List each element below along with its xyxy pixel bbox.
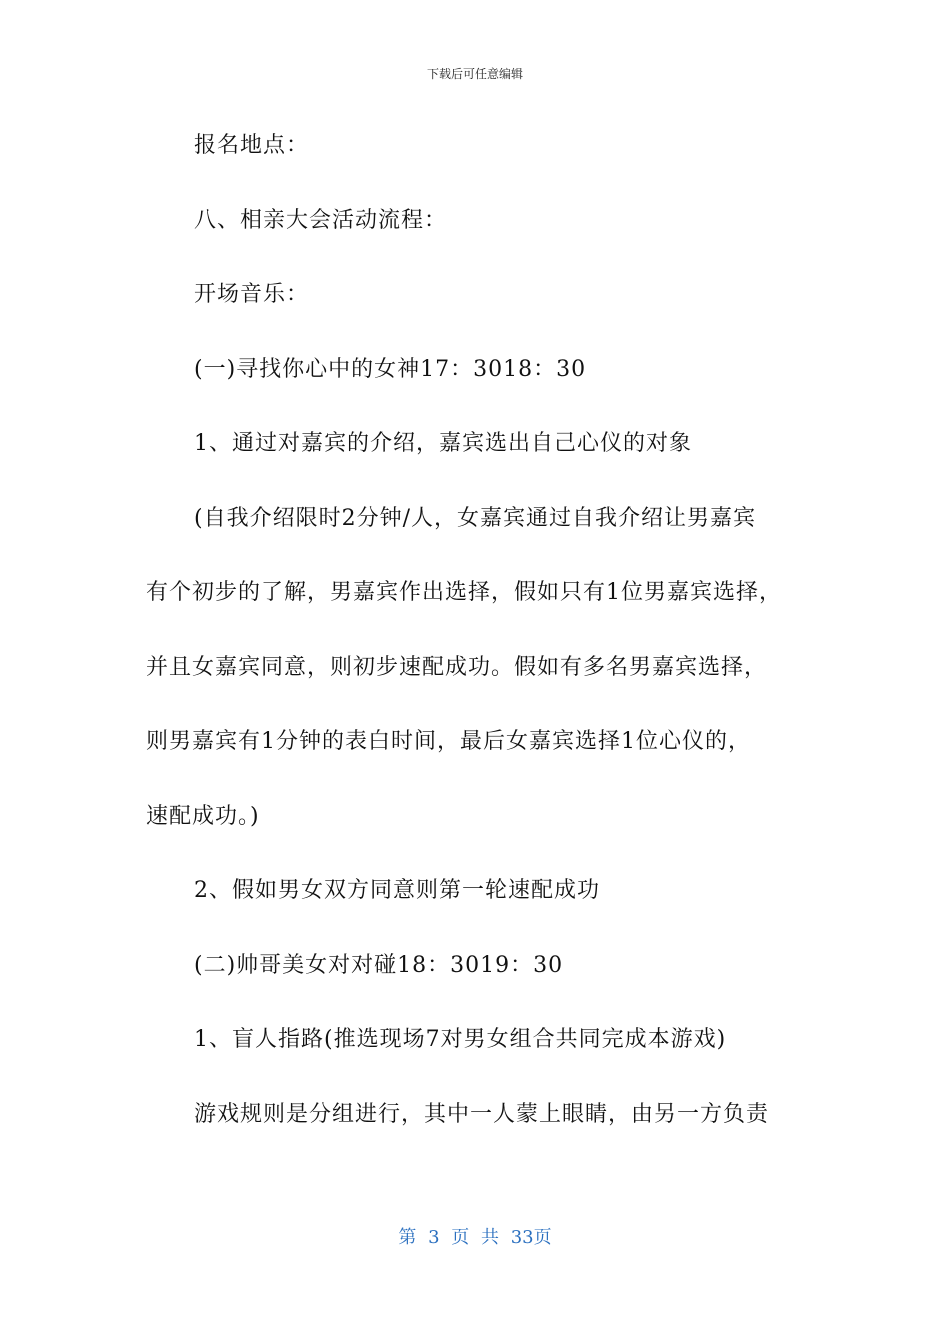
paragraph-line: 速配成功。) (146, 803, 260, 829)
paragraph-line: 1、通过对嘉宾的介绍，嘉宾选出自己心仪的对象 (194, 431, 692, 456)
page-number: 第 3 页 共 33页 (398, 1227, 552, 1248)
paragraph-line: (二)帅哥美女对对碰18：3019：30 (194, 952, 564, 978)
paragraph-line: (一)寻找你心中的女神17：3018：30 (194, 356, 587, 382)
paragraph-line: 报名地点： (194, 133, 310, 158)
paragraph-line: 则男嘉宾有1分钟的表白时间，最后女嘉宾选择1位心仪的， (146, 729, 751, 754)
paragraph-line: 开场音乐： (194, 282, 310, 307)
paragraph-line: 八、相亲大会活动流程： (194, 207, 448, 233)
paragraph-line: 游戏规则是分组进行，其中一人蒙上眼睛，由另一方负责 (194, 1101, 770, 1127)
paragraph-line: 有个初步的了解，男嘉宾作出选择，假如只有1位男嘉宾选择， (146, 580, 782, 605)
body-text (146, 126, 826, 1169)
paragraph-line: 1、盲人指路(推选现场7对男女组合共同完成本游戏) (194, 1027, 727, 1052)
paragraph-line: 2、假如男女双方同意则第一轮速配成功 (194, 878, 600, 903)
paragraph-line: 并且女嘉宾同意，则初步速配成功。假如有多名男嘉宾选择， (146, 654, 768, 680)
header-note: 下载后可任意编辑 (426, 67, 523, 81)
paragraph-line: (自我介绍限时2分钟/人，女嘉宾通过自我介绍让男嘉宾 (194, 505, 756, 531)
